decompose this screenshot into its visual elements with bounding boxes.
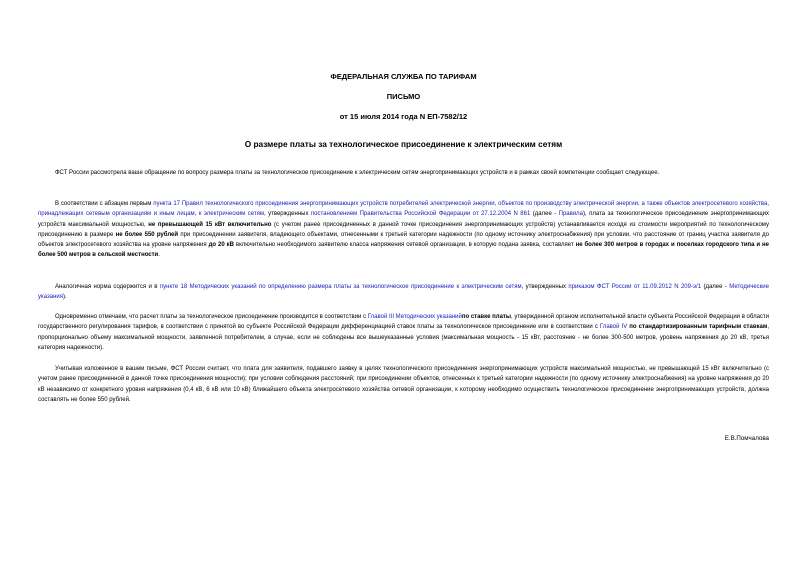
p2-bold: не превышающей 15 кВт включительно [148,221,272,228]
p4-text: , пропорционально объему максимальной мощности, заявленной потребителем, в случае, если не соблюдены все вышеуказанные условия (максимальная мощность - 15 кВт, расстояние - не более 300-500 метров, уровень напряжения до 20 кВ, третья категория надежности). [38,324,769,351]
p3-text: ). [63,294,67,301]
rules-link[interactable]: Правила [558,211,584,218]
p2-text: ), плата за технологическое присоединение энергопринимающих устройств максимальной мощностью, [38,211,769,228]
p2-text: (с учетом ранее присоединенных в данной точке присоединения энергопринимающих устройств) устанавливается исходя из стоимости мероприятий по технологическому присоединению в размере [38,221,769,238]
date-number-heading: от 15 июля 2014 года N ЕП-7582/12 [339,112,468,121]
subject-heading: О размере платы за технологическое присоединение к электрическим сетям [244,139,563,149]
paragraph-1-text: ФСТ России рассмотрела ваше обращение по вопросу размера платы за технологическое присоединение к электрическим сетям энергопринимающих устройств и в рамках своей компетенции сообщает следующее. [55,170,660,176]
paragraph-5-text: Учитывая изложенное в вашем письме, ФСТ России считает, что плата для заявителя, подавшего заявку в целях технологического присоединения энергопринимающих устройств максимальной мощностью, не превышающей 15 кВт включительно (с учетом ранее присоединенной в данной точке присоединения мощности); при условии соблюдения расстояний; при присоединении объектов, отнесенных к третьей категории надежности (по одному источнику электроснабжения) на уровне напряжения до 20 кВ независимо от конкретного уровня напряжения (0,4 кВ, 6 кВ или 10 кВ) ближайшего объекта электросетевого хозяйства сетевой организации, к которому необходимо осуществить технологическое присоединение энергопринимающих устройств, должна составлять не более 550 рублей. [38,366,769,403]
p3-text: Аналогичная норма содержится и в [55,284,160,290]
fst-order-link[interactable]: приказом ФСТ России от 11.09.2012 N 209-э/1 [568,284,702,290]
paragraph-2 [38,199,769,261]
chapter-iii-link[interactable]: Главой III Методических указаний [367,314,462,320]
p2-bold: не более 300 метров в городах и поселках городского типа и не более 500 метров в сельской местности [38,242,770,259]
p2-text: при присоединении заявителя, владеющего объектами, отнесенными к третьей категории надежности (по одному источнику электроснабжения) при условии, что расстояние от границ участка заявителя до объектов электросетевого хозяйства на уровне напряжения [38,231,769,249]
paragraph-1 [38,168,769,178]
government-decree-link[interactable]: постановлением Правительства Российской Федерации от 27.12.2004 N 861 [310,211,531,218]
paragraph-4 [38,312,769,353]
p2-text: . [158,252,160,259]
p4-text: , утвержденной органом исполнительной власти субъекта Российской Федерации в области государственного регулирования тарифов, в соответствии с принятой во субъекте Российской Федерации дифференциацией ставок платы за технологическое присоединение или в соответствии с [38,314,770,331]
chapter-iv-link[interactable]: Главой IV [599,324,628,331]
paragraph-3 [38,282,769,303]
p4-text: Одновременно отмечаем, что расчет платы за технологическое присоединение производится в соответствии с [55,314,368,320]
methodical-link[interactable]: Методические указания [38,284,769,301]
p4-bold: по стандартизированным тарифным ставкам [627,324,768,331]
rules-p17-link[interactable]: пункта 17 Правил технологического присоединения энергопринимающих устройств потребителей электрической энергии, объектов по производству электрической энергии, а также объектов электросетевого хозяйства, принадлежащих сетевым организациям и иным лицам, к электрическим сетям [38,201,769,218]
p3-text: (далее - [701,284,730,290]
p2-text: В соответствии с абзацем первым [55,201,154,207]
p2-bold: не более 550 рублей [115,231,179,238]
p2-text: (далее - [530,211,559,218]
p3-text: , утвержденных [521,284,569,290]
p4-bold: по ставке платы [461,314,511,320]
methodical-p18-link[interactable]: пункте 18 Методических указаний по определению размера платы за технологическое присоединение к электрическим сетям [159,284,522,290]
p2-text: включительно необходимого заявителю класса напряжения сетевой организации, в которую подана заявка, составляет [233,242,576,249]
p2-text: , утвержденных [264,211,311,218]
agency-heading: ФЕДЕРАЛЬНАЯ СЛУЖБА ПО ТАРИФАМ [330,72,477,81]
p2-bold: до 20 кВ [208,242,234,249]
signature: Е.В.Помчалова [724,435,769,442]
doc-type-heading: ПИСЬМО [386,92,421,101]
paragraph-5 [38,364,769,405]
